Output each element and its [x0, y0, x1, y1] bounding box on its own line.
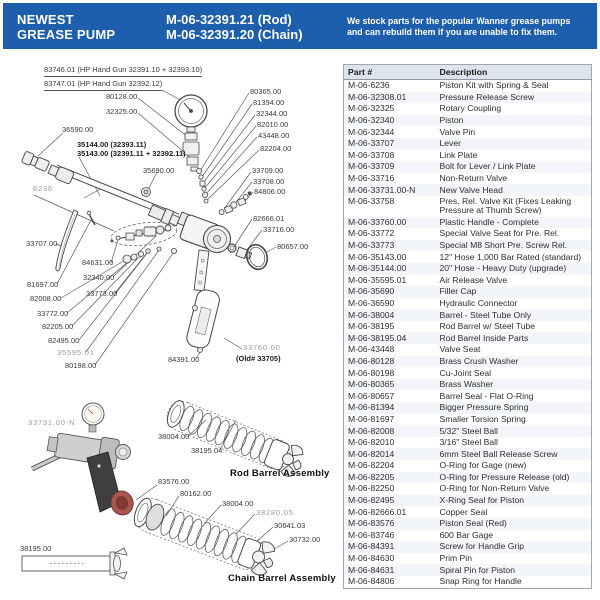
part-description: Special Valve Seat for Pre. Rel.: [439, 228, 560, 239]
table-row: [344, 402, 592, 414]
diagram-label: 82666.01: [253, 214, 285, 223]
part-number: M-06-82666.01: [348, 506, 407, 517]
table-row: [344, 448, 592, 460]
diagram-label: 38195.00: [20, 544, 52, 553]
part-description: 600 Bar Gage: [439, 529, 494, 540]
diagram-label: 6236: [33, 184, 53, 193]
table-row: [344, 184, 592, 196]
part-description: X-Ring Seal for Piston: [439, 495, 525, 506]
table-row: [344, 541, 592, 553]
diagram-label: 83576.00: [158, 477, 190, 486]
part-description: Brass Crush Washer: [439, 355, 519, 366]
table-row: [344, 576, 592, 588]
part-number: M-06-83746: [348, 529, 395, 540]
table-row: [344, 298, 592, 310]
table-row: [344, 460, 592, 472]
part-number: M-06-80128: [348, 355, 395, 366]
part-number: M-06-82250: [348, 483, 395, 494]
part-description: Prim Pin: [439, 553, 472, 564]
part-description: 5/32" Steel Ball: [439, 425, 498, 436]
part-number: M-06-84630: [348, 553, 395, 564]
part-description: Rod Barrel w/ Steel Tube: [439, 321, 536, 332]
part-number: M-06-32344: [348, 126, 395, 137]
table-row: [344, 126, 592, 138]
table-header-row: [344, 65, 592, 80]
table-row: [344, 115, 592, 127]
diagram-label: 30641.03: [274, 521, 306, 530]
table-row: [344, 344, 592, 356]
table-row: [344, 173, 592, 185]
table-row: [344, 472, 592, 484]
table-row: [344, 495, 592, 507]
table-row: [344, 217, 592, 229]
table-row: [344, 275, 592, 287]
part-number: M-06-82010: [348, 437, 395, 448]
part-description: Pressure Release Screw: [439, 91, 535, 102]
table-row: [344, 150, 592, 162]
part-description: Screw for Handle Grip: [439, 541, 525, 552]
diagram-label: 32344.00: [256, 109, 288, 118]
part-description: Non-Return Valve: [439, 173, 508, 184]
part-number: M-06-32308.01: [348, 91, 407, 102]
part-number: M-06-84631: [348, 564, 395, 575]
part-description: O-Ring for Pressure Release (old): [439, 471, 570, 482]
diagram-label: 82008.00: [30, 294, 62, 303]
table-row: [344, 92, 592, 104]
part-description: Link Plate: [439, 149, 478, 160]
part-description: 12" Hose 1,000 Bar Rated (standard): [439, 251, 582, 262]
part-number: M-06-43448: [348, 344, 395, 355]
diagram-label: (Old# 33705): [236, 354, 281, 363]
diagram-label: 35690.00: [143, 166, 175, 175]
lever-drawing: [56, 210, 78, 271]
part-description: Bigger Pressure Spring: [439, 402, 529, 413]
part-number: M-06-80365: [348, 379, 395, 390]
table-row: [344, 196, 592, 217]
diagram-label: 80128.00: [106, 92, 138, 101]
model-rod: M-06-32391.21 (Rod): [166, 12, 292, 27]
part-description: Filler Cap: [439, 286, 477, 297]
model-chain: M-06-32391.20 (Chain): [166, 27, 303, 42]
table-row: [344, 367, 592, 379]
part-description: Piston Seal (Red): [439, 518, 507, 529]
diagram-label: 32340.00: [83, 273, 115, 282]
part-number: M-06-35690: [348, 286, 395, 297]
part-description: Copper Seal: [439, 506, 488, 517]
bolt-link-snapring-drawing: [216, 191, 255, 216]
diagram-label: 80162.00: [180, 489, 212, 498]
diagram-label: 33716.00: [263, 225, 295, 234]
part-number: M-06-33772: [348, 228, 395, 239]
part-description: Special M8 Short Pre. Screw Rel.: [439, 240, 568, 251]
table-row: [344, 437, 592, 449]
part-number: M-06-82204: [348, 460, 395, 471]
diagram-label: 81394.00: [253, 98, 285, 107]
diagram-label: 38195.04: [191, 446, 223, 455]
part-number: M-06-35144.00: [348, 263, 407, 274]
diagram-label: 33773.00: [86, 289, 118, 298]
table-row: [344, 390, 592, 402]
part-description: Barrel Seal - Flat O-Ring: [439, 390, 534, 401]
diagram-label: 38004.00: [222, 499, 254, 508]
part-description: Valve Seat: [439, 344, 481, 355]
table-row: [344, 161, 592, 173]
diagram-label: 83747.01 (HP Hand Gun 32392.12): [44, 80, 162, 91]
table-row: [344, 80, 592, 92]
diagram-label: 35143.00 (32391.11 + 32392.11): [77, 149, 186, 158]
part-description: O-Ring for Non-Return Valve: [439, 483, 550, 494]
part-number: M-06-32340: [348, 115, 395, 126]
diagram-label: 33707.00: [26, 239, 58, 248]
diagram-label: 43448.00: [258, 131, 290, 140]
part-number: M-06-82205: [348, 471, 395, 482]
link-plate-drawing: [194, 250, 209, 291]
column-header-description: Description: [436, 65, 592, 80]
table-row: [344, 240, 592, 252]
part-number: M-06-33731.00-N: [348, 184, 416, 195]
table-row: [344, 321, 592, 333]
gauge-fittings-drawing: [183, 133, 208, 203]
stock-note-line2: and can rebuild them if you are unable to fix them.: [347, 26, 558, 37]
stock-note-line1: We stock parts for the popular Wanner grease pumps: [347, 16, 571, 26]
part-number: M-06-80657: [348, 390, 395, 401]
part-number: M-06-32325: [348, 103, 395, 114]
part-description: Piston: [439, 115, 464, 126]
part-description: Cu-Joint Seal: [439, 367, 492, 378]
diagram-label: 38004.00: [158, 432, 190, 441]
diagram-label: 82010.00: [257, 120, 289, 129]
part-number: M-06-33708: [348, 149, 395, 160]
part-description: Rod Barrel Inside Parts: [439, 332, 529, 343]
part-description: Lever: [439, 138, 461, 149]
part-number: M-06-33758: [348, 196, 395, 207]
diagram-label: 30732.00: [289, 535, 321, 544]
diagram-label: 84631.00: [82, 258, 114, 267]
diagram-label: 84806.00: [254, 187, 286, 196]
part-description: Rotary Coupling: [439, 103, 502, 114]
part-number: M-06-35595.01: [348, 274, 407, 285]
table-row: [344, 518, 592, 530]
piston-kit-drawing: [110, 219, 178, 249]
part-description: Hydraulic Connector: [439, 297, 518, 308]
part-description: New Valve Head: [439, 184, 503, 195]
part-number: M-06-82014: [348, 448, 395, 459]
parts-table: [343, 64, 592, 589]
diagram-label: 80365.00: [250, 87, 282, 96]
part-description: Bolt for Lever / Link Plate: [439, 161, 536, 172]
table-row: [344, 414, 592, 426]
diagram-label: 38280.05: [256, 508, 294, 517]
diagram-label: 84391.00: [168, 355, 200, 364]
part-number: M-06-36590: [348, 297, 395, 308]
diagram-label: 33709.00: [252, 166, 284, 175]
part-description: 3/16" Steel Ball: [439, 437, 498, 448]
part-number: M-06-80198: [348, 367, 395, 378]
part-number: M-06-82008: [348, 425, 395, 436]
table-row: [344, 228, 592, 240]
part-number: M-06-33760.00: [348, 216, 407, 227]
diagram-label: 82495.00: [48, 336, 80, 345]
part-number: M-06-84806: [348, 576, 395, 587]
table-row: [344, 356, 592, 368]
part-description: Smaller Torsion Spring: [439, 413, 526, 424]
table-row: [344, 138, 592, 150]
diagram-label: 83746.01 (HP Hand Gun 32391.10 + 32393.10): [44, 66, 202, 77]
brand-line2: GREASE PUMP: [17, 27, 116, 42]
table-row: [344, 103, 592, 115]
table-row: [344, 263, 592, 275]
diagram-label: 33731.00-N: [28, 418, 76, 427]
table-row: [344, 309, 592, 321]
part-description: 6mm Steel Ball Release Screw: [439, 448, 558, 459]
part-description: 20" Hose - Heavy Duty (upgrade): [439, 263, 567, 274]
diagram-label: 35144.00 (32393.11): [77, 140, 147, 149]
table-row: [344, 564, 592, 576]
table-row: [344, 286, 592, 298]
part-number: M-06-38195: [348, 321, 395, 332]
diagram-label: 80198.00: [65, 361, 97, 370]
part-description: Snap Ring for Handle: [439, 576, 522, 587]
part-number: M-06-81394: [348, 402, 395, 413]
diagram-label: 33708.00: [253, 177, 285, 186]
handle-drawing: [185, 288, 221, 350]
table-row: [344, 483, 592, 495]
table-row: [344, 379, 592, 391]
diagram-label: 35595.01: [57, 348, 95, 357]
table-row: [344, 425, 592, 437]
part-number: M-06-83576: [348, 518, 395, 529]
table-row: [344, 530, 592, 542]
part-number: M-06-38195.04: [348, 332, 407, 343]
part-number: M-06-82495: [348, 495, 395, 506]
diagram-label: 82204.00: [260, 144, 292, 153]
column-header-part: Part #: [344, 65, 436, 80]
diagram-label: Chain Barrel Assembly: [228, 573, 336, 584]
table-row: [344, 553, 592, 565]
part-description: Barrel - Steel Tube Only: [439, 309, 532, 320]
part-number: M-06-33716: [348, 173, 395, 184]
table-row: [344, 251, 592, 263]
part-description: Pres. Rel. Valve Kit (Fixes Leaking Pressure at Thumb Screw): [439, 196, 572, 216]
part-number: M-06-33707: [348, 138, 395, 149]
part-number: M-06-38004: [348, 309, 395, 320]
brand-line1: NEWEST: [17, 12, 74, 27]
part-number: M-06-81697: [348, 413, 395, 424]
table-row: [344, 506, 592, 518]
part-description: Valve Pin: [439, 126, 476, 137]
diagram-label: 80657.00: [277, 242, 309, 251]
diagram-label: 33760.00: [243, 343, 281, 352]
part-description: Piston Kit with Spring & Seal: [439, 80, 549, 91]
part-number: M-06-6236: [348, 80, 390, 91]
part-description: Air Release Valve: [439, 274, 508, 285]
diagram-label: 82205.00: [42, 322, 74, 331]
chain-barrel-drawing: [130, 494, 279, 578]
diagram-label: 81697.00: [27, 280, 59, 289]
part-description: O-Ring for Gage (new): [439, 460, 527, 471]
pump-head-drawing: [178, 212, 231, 353]
diagram-label: 33772.00: [37, 309, 69, 318]
gauge-drawing: [175, 95, 207, 132]
part-number: M-06-33773: [348, 240, 395, 251]
diagram-label: Rod Barrel Assembly: [230, 468, 330, 479]
part-number: M-06-35143.00: [348, 251, 407, 262]
part-number: M-06-33709: [348, 161, 395, 172]
part-description: Spiral Pin for Piston: [439, 564, 515, 575]
part-number: M-06-84391: [348, 541, 395, 552]
part-description: Plastic Handle - Complete: [439, 216, 539, 227]
diagram-label: 32325.00: [106, 107, 138, 116]
diagram-label: 36590.00: [62, 125, 94, 134]
table-row: [344, 332, 592, 344]
part-description: Brass Washer: [439, 379, 494, 390]
